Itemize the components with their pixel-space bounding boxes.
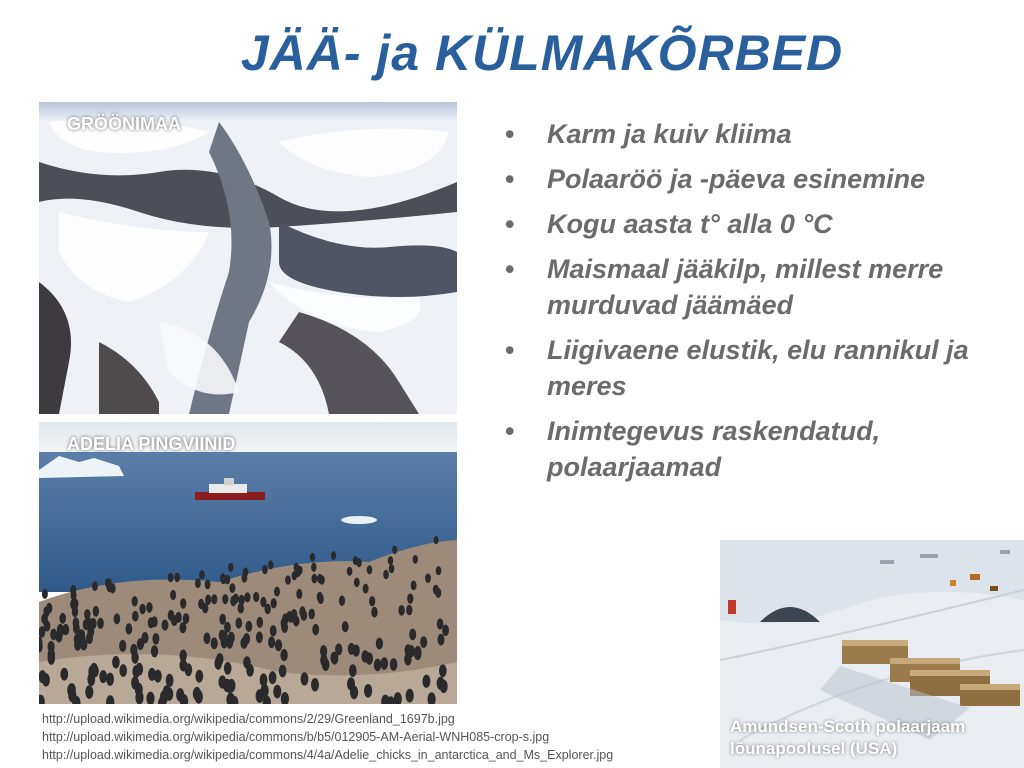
bullet-dot-icon: • <box>505 209 515 239</box>
bullet-list <box>505 116 975 494</box>
bullet-item <box>505 332 975 404</box>
greenland-photo <box>39 102 457 414</box>
bullet-item <box>505 116 975 152</box>
bullet-text: Liigivaene elustik, elu rannikul ja meres <box>547 335 969 401</box>
image-sources <box>42 710 613 764</box>
pole-caption-line2: lõunapoolusel (USA) <box>730 739 898 758</box>
penguins-label: ADELIA PINGVIINID <box>67 434 236 454</box>
source-link[interactable]: http://upload.wikimedia.org/wikipedia/commons/2/29/Greenland_1697b.jpg <box>42 712 455 726</box>
penguins-photo <box>39 422 457 704</box>
bullet-text: Maismaal jääkilp, millest merre murduvad jäämäed <box>547 254 944 320</box>
bullet-text: Inimtegevus raskendatud, polaarjaamad <box>547 416 881 482</box>
adelie-penguins-icon <box>39 422 457 704</box>
slide-title: JÄÄ- ja KÜLMAKÕRBED <box>240 25 844 81</box>
bullet-dot-icon: • <box>505 164 515 194</box>
bullet-dot-icon: • <box>505 416 515 446</box>
bullet-text: Karm ja kuiv kliima <box>547 119 792 149</box>
bullet-dot-icon: • <box>505 119 515 149</box>
bullet-item <box>505 206 975 242</box>
bullet-dot-icon: • <box>505 335 515 365</box>
bullet-dot-icon: • <box>505 254 515 284</box>
greenland-aerial-icon <box>39 102 457 414</box>
pole-station-caption <box>730 716 1020 760</box>
greenland-label: GRÖÖNIMAA <box>67 114 181 134</box>
bullet-text: Kogu aasta t° alla 0 °C <box>547 209 833 239</box>
bullet-item <box>505 161 975 197</box>
bullet-text: Polaaröö ja -päeva esinemine <box>547 164 926 194</box>
bullet-item <box>505 413 975 485</box>
source-link[interactable]: http://upload.wikimedia.org/wikipedia/commons/b/b5/012905-AM-Aerial-WNH085-crop-s.jpg <box>42 730 550 744</box>
source-link[interactable]: http://upload.wikimedia.org/wikipedia/commons/4/4a/Adelie_chicks_in_antarctica_and_Ms_Explorer.jpg <box>42 748 614 762</box>
bullet-item <box>505 251 975 323</box>
pole-caption-line1: Amundsen-Scoth polaarjaam <box>730 717 966 736</box>
